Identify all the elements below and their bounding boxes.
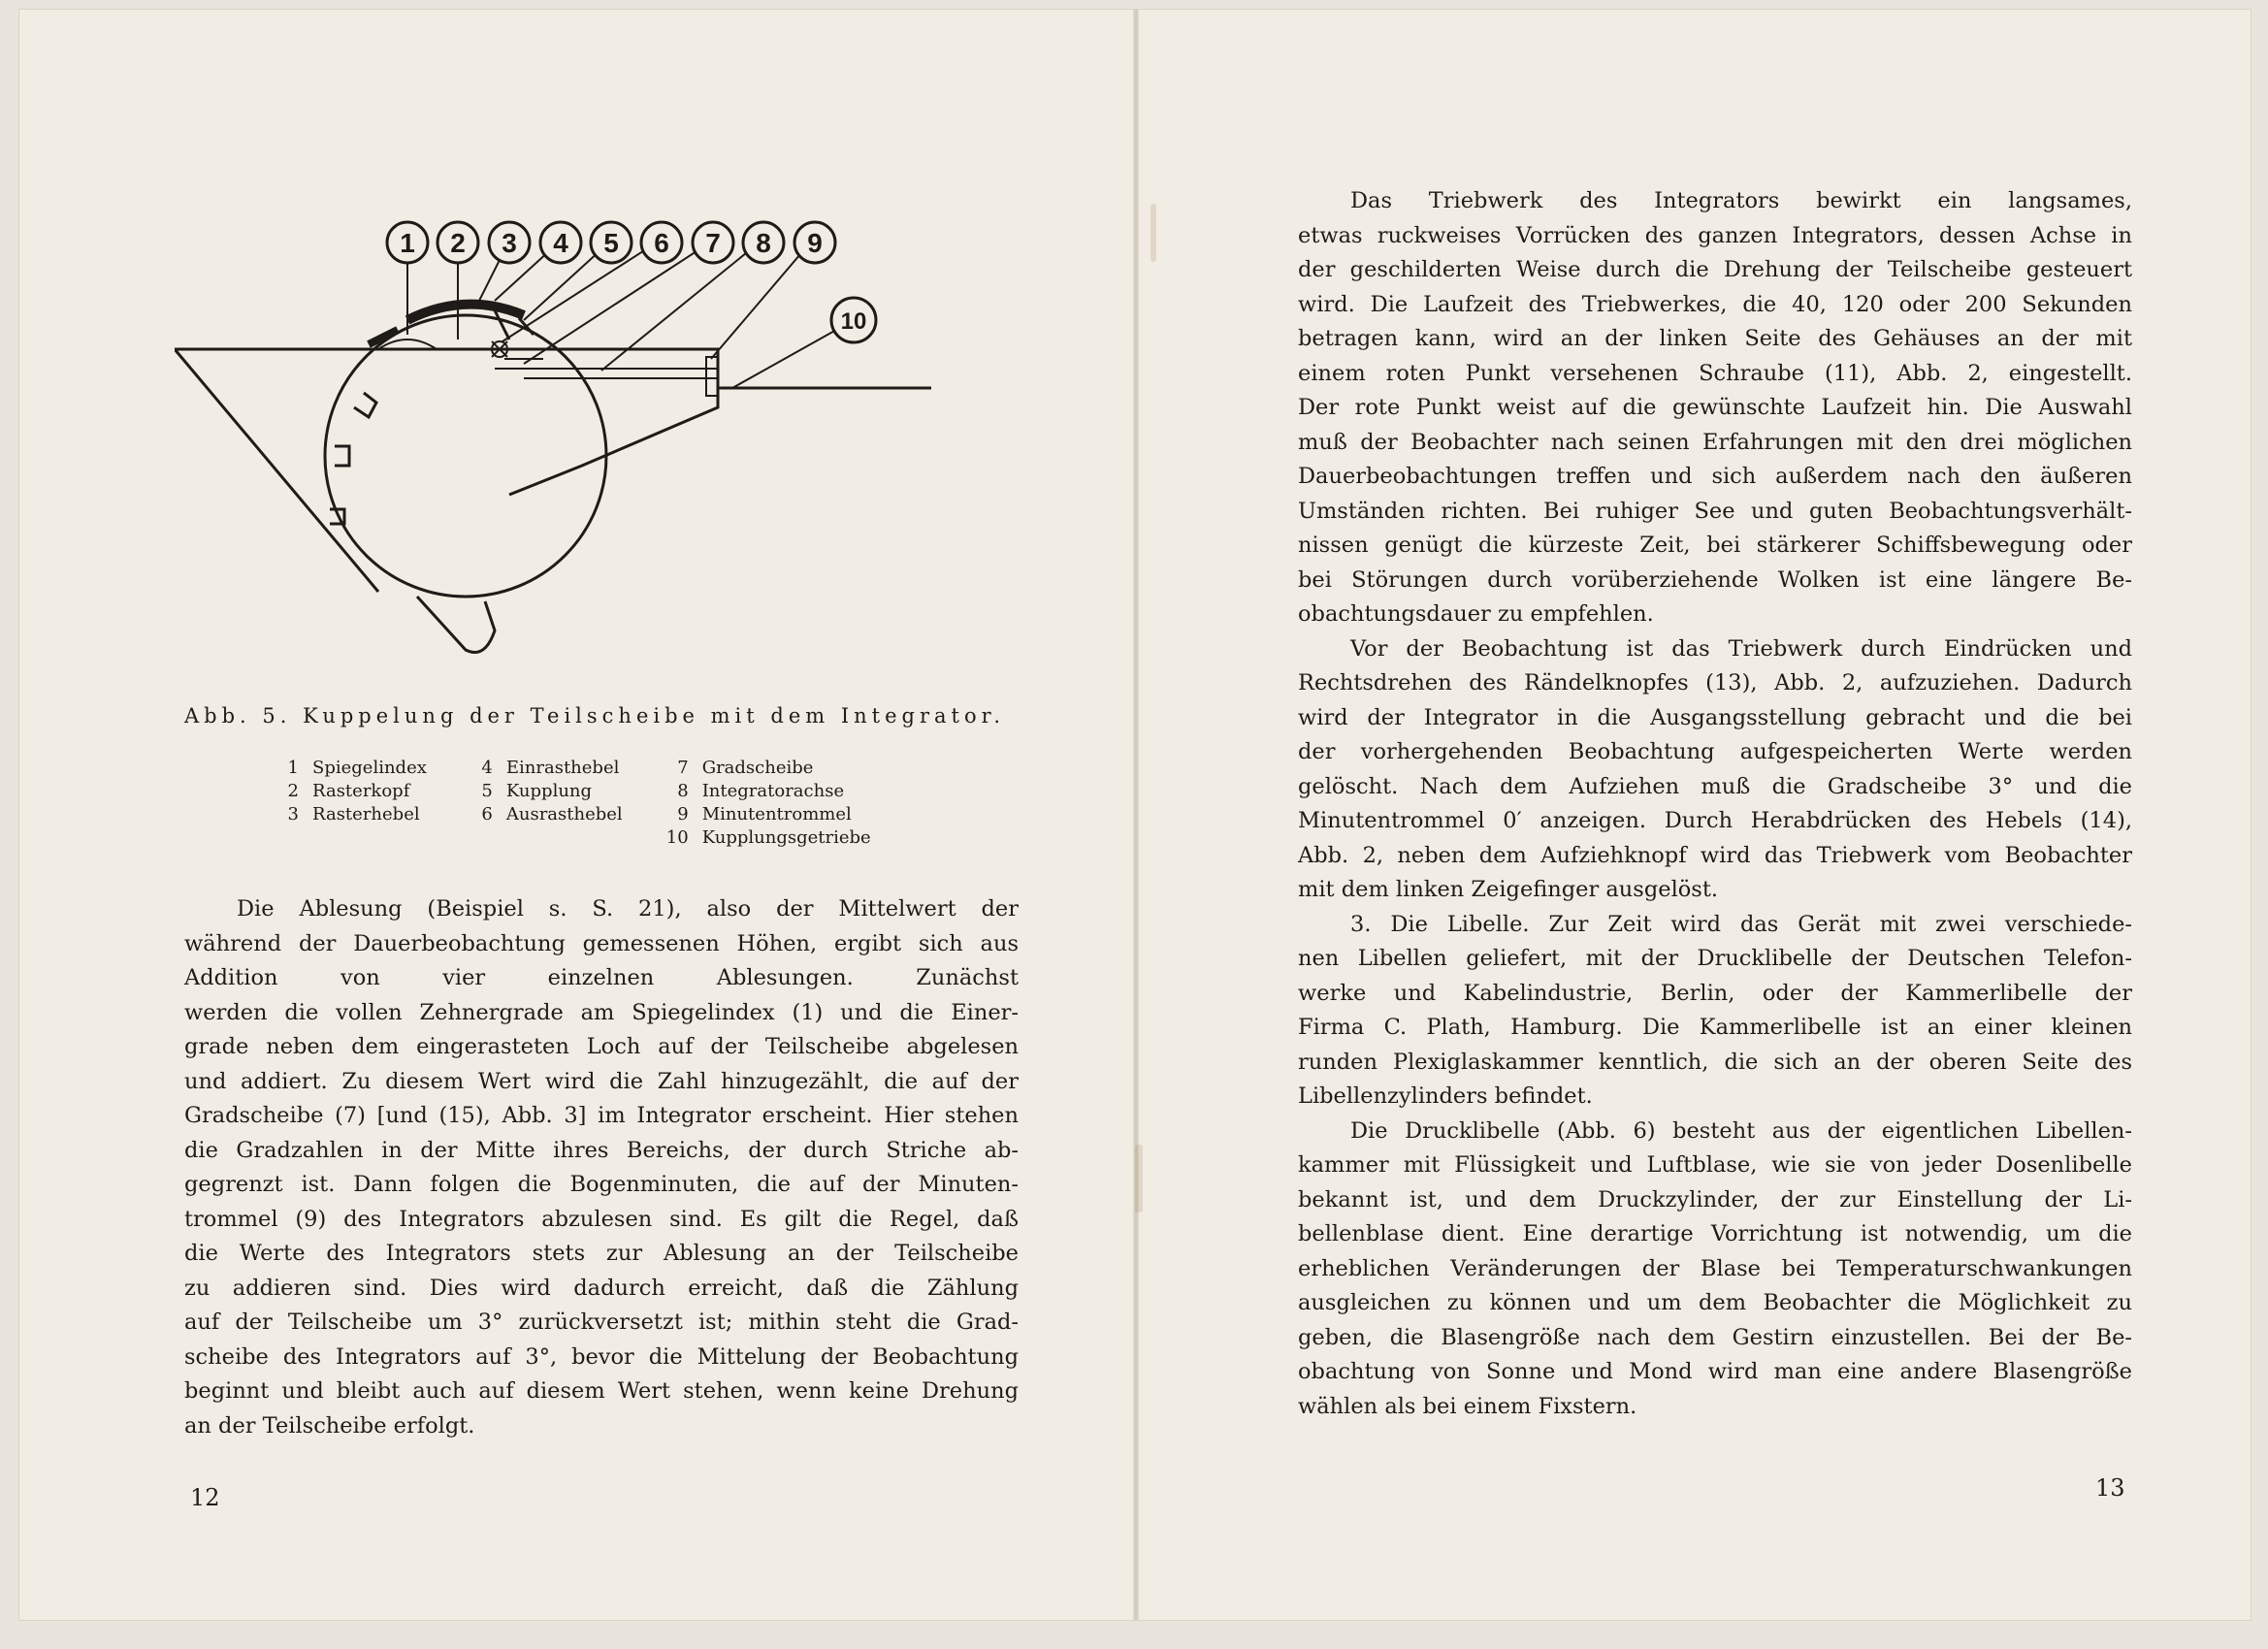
figure-label-9 <box>794 222 835 263</box>
text-line: grade neben dem eingerasteten Loch auf der Teilscheibe abgelesen <box>184 1034 1019 1059</box>
text-line: werden die vollen Zehnergrade am Spiegelindex (1) und die Einer- <box>184 999 1019 1025</box>
text-line: erheblichen Veränderungen der Blase bei Temperaturschwankungen <box>1298 1255 2132 1281</box>
text-line: kammer mit Flüssigkeit und Luftblase, wie sie von jeder Dosenlibelle <box>1298 1152 2132 1178</box>
housing-slant <box>175 349 378 592</box>
legend-column <box>272 757 427 850</box>
figure-label-7 <box>693 222 733 263</box>
dial-circle <box>325 315 606 597</box>
text-line: wird der Integrator in die Ausgangsstellung gebracht und die bei <box>1298 704 2132 730</box>
text-line: gegrenzt ist. Dann folgen die Bogenminuten, die auf der Minuten- <box>184 1172 1019 1197</box>
text-line: bei Störungen durch vorüberziehende Wolken ist eine längere Be- <box>1298 566 2132 593</box>
text-line: muß der Beobachter nach seinen Erfahrungen mit den drei möglichen <box>1298 429 2132 455</box>
svg-text:8: 8 <box>756 228 771 258</box>
text-line: nen Libellen geliefert, mit der Drucklibelle der Deutschen Telefon- <box>1298 946 2132 971</box>
text-line: Der rote Punkt weist auf die gewünschte Laufzeit hin. Die Auswahl <box>1298 395 2132 420</box>
figure-label-5 <box>591 222 632 263</box>
figure-label-8 <box>743 222 784 263</box>
text-line: Libellenzylinders befindet. <box>1298 1083 1593 1109</box>
text-line: während der Dauerbeobachtung gemessenen Höhen, ergibt sich aus <box>184 930 1019 956</box>
text-line: zu addieren sind. Dies wird dadurch erreicht, daß die Zählung <box>184 1275 1019 1301</box>
text-line: Addition von vier einzelnen Ablesungen. Zunächst <box>184 965 1019 990</box>
svg-text:1: 1 <box>400 228 415 258</box>
text-line: runden Plexiglaskammer kenntlich, die sich an der oberen Seite des <box>1298 1049 2132 1075</box>
text-line: Dauerbeobachtungen treffen und sich außerdem nach den äußeren <box>1298 464 2132 489</box>
figure-label-3 <box>489 222 530 263</box>
text-line: Umständen richten. Bei ruhiger See und guten Beobachtungsverhält- <box>1298 498 2132 524</box>
text-line: obachtung von Sonne und Mond wird man eine andere Blasengröße <box>1298 1359 2132 1384</box>
text-line: betragen kann, wird an der linken Seite des Gehäuses an der mit <box>1298 326 2132 351</box>
left-page <box>19 10 1135 1620</box>
text-line: ausgleichen zu können und um dem Beobachter die Möglichkeit zu <box>1298 1290 2132 1315</box>
legend-item: 4 Einrasthebel <box>481 758 620 778</box>
figure-label-6 <box>641 222 682 263</box>
svg-text:3: 3 <box>502 228 517 258</box>
text-line: der vorhergehenden Beobachtung aufgespeicherten Werte werden <box>1298 739 2132 764</box>
legend-column <box>662 757 871 850</box>
text-line: an der Teilscheibe erfolgt. <box>184 1412 475 1439</box>
right-page <box>1135 10 2251 1620</box>
book-spread <box>19 10 2251 1620</box>
svg-text:6: 6 <box>654 228 669 258</box>
text-line: der geschilderten Weise durch die Drehung der Teilscheibe gesteuert <box>1298 257 2132 282</box>
legend-item: 2 Rasterkopf <box>287 781 410 801</box>
figure-label-1 <box>387 222 428 263</box>
right-body-text <box>1298 184 2132 1424</box>
svg-text:2: 2 <box>450 228 466 258</box>
text-line: gelöscht. Nach dem Aufziehen muß die Gradscheibe 3° und die <box>1298 773 2132 799</box>
text-line: mit dem linken Zeigefinger ausgelöst. <box>1298 877 1719 902</box>
text-line: wählen als bei einem Fixstern. <box>1298 1393 1637 1419</box>
text-line: die Gradzahlen in der Mitte ihres Bereichs, der durch Striche ab- <box>184 1137 1019 1163</box>
text-line: 3. Die Libelle. Zur Zeit wird das Gerät mit zwei verschiede- <box>1350 911 2132 937</box>
text-line: Rechtsdrehen des Rändelknopfes (13), Abb. 2, aufzuziehen. Dadurch <box>1298 670 2132 695</box>
left-body-text <box>184 892 1019 1443</box>
text-line: Die Drucklibelle (Abb. 6) besteht aus der eigentlichen Libellen- <box>1350 1117 2132 1144</box>
figure-coupling-diagram <box>175 204 970 708</box>
text-line: Die Ablesung (Beispiel s. S. 21), also der Mittelwert der <box>237 896 1019 922</box>
legend-item: 9 Minutentrommel <box>677 804 852 824</box>
svg-text:5: 5 <box>603 228 619 258</box>
page-number-right: 13 <box>2095 1474 2125 1502</box>
legend-item: 7 Gradscheibe <box>677 758 814 778</box>
svg-text:7: 7 <box>705 228 721 258</box>
text-line: Abb. 2, neben dem Aufziehknopf wird das Triebwerk vom Beobachter <box>1298 842 2132 868</box>
text-line: Gradscheibe (7) [und (15), Abb. 3] im Integrator erscheint. Hier stehen <box>184 1103 1019 1128</box>
figure-caption: Abb. 5. Kuppelung der Teilscheibe mit dem Integrator. <box>184 704 1006 728</box>
legend-item: 8 Integratorachse <box>677 781 845 801</box>
text-line: auf der Teilscheibe um 3° zurückversetzt ist; mithin steht die Grad- <box>184 1310 1019 1335</box>
text-line: scheibe des Integrators auf 3°, bevor die Mittelung der Beobachtung <box>184 1343 1019 1370</box>
text-line: trommel (9) des Integrators abzulesen sind. Es gilt die Regel, daß <box>184 1206 1019 1232</box>
text-line: werke und Kabelindustrie, Berlin, oder der Kammerlibelle der <box>1298 980 2132 1006</box>
text-line: obachtungsdauer zu empfehlen. <box>1298 601 1654 627</box>
figure-label-2 <box>437 222 478 263</box>
figure-label-4 <box>540 222 581 263</box>
svg-text:9: 9 <box>807 228 823 258</box>
legend-item: 6 Ausrasthebel <box>481 804 623 824</box>
text-line: geben, die Blasengröße nach dem Gestirn einzustellen. Bei der Be- <box>1298 1324 2132 1350</box>
text-line: bekannt ist, und dem Druckzylinder, der zur Einstellung der Li- <box>1298 1186 2132 1212</box>
text-line: Firma C. Plath, Hamburg. Die Kammerlibelle ist an einer kleinen <box>1298 1015 2132 1040</box>
legend-item: 1 Spiegelindex <box>287 758 427 778</box>
svg-text:10: 10 <box>840 308 867 335</box>
text-line: die Werte des Integrators stets zur Ablesung an der Teilscheibe <box>184 1241 1019 1266</box>
figure-legend <box>272 757 970 850</box>
text-line: bellenblase dient. Eine derartige Vorrichtung ist notwendig, um die <box>1298 1221 2132 1246</box>
text-line: etwas ruckweises Vorrücken des ganzen Integrators, dessen Achse in <box>1298 222 2132 248</box>
text-line: nissen genügt die kürzeste Zeit, bei stärkerer Schiffsbewegung oder <box>1298 533 2132 558</box>
svg-text:4: 4 <box>553 228 568 258</box>
legend-item: 10 Kupplungsgetriebe <box>665 827 871 848</box>
text-line: Minutentrommel 0′ anzeigen. Durch Herabdrücken des Hebels (14), <box>1298 808 2132 833</box>
text-line: beginnt und bleibt auch auf diesem Wert stehen, wenn keine Drehung <box>184 1378 1019 1404</box>
page-number-left: 12 <box>190 1484 220 1511</box>
text-line: Das Triebwerk des Integrators bewirkt ein langsames, <box>1350 188 2132 213</box>
legend-item: 3 Rasterhebel <box>287 804 420 824</box>
text-line: Vor der Beobachtung ist das Triebwerk durch Eindrücken und <box>1350 635 2132 662</box>
text-line: und addiert. Zu diesem Wert wird die Zahl hinzugezählt, die auf der <box>184 1068 1019 1094</box>
text-line: wird. Die Laufzeit des Triebwerkes, die 40, 120 oder 200 Sekunden <box>1298 291 2132 317</box>
legend-item: 5 Kupplung <box>481 781 593 801</box>
legend-column <box>466 757 623 850</box>
figure-label-10 <box>831 298 876 342</box>
text-line: einem roten Punkt versehenen Schraube (11), Abb. 2, eingestellt. <box>1298 360 2132 386</box>
